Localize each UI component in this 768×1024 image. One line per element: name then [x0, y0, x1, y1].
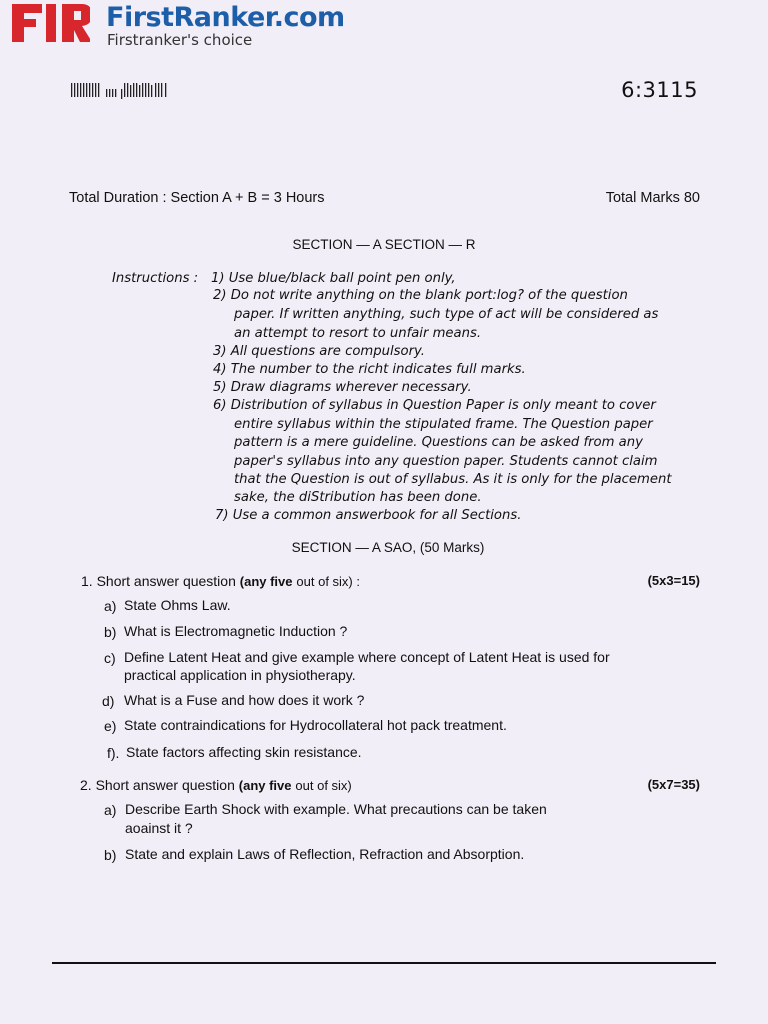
- q1-part-text-continued: practical application in physiotherapy.: [124, 667, 356, 683]
- question-2-choice: (any five: [238, 778, 292, 793]
- instruction-line: paper's syllabus into any question paper. Students cannot claim: [234, 454, 658, 469]
- fr-logo-mark-icon: [12, 2, 90, 44]
- question-2-marks: (5x7=35): [647, 777, 700, 792]
- q2-part-label: a): [104, 802, 117, 818]
- paper-code: 6:3115: [621, 78, 698, 102]
- question-2: [80, 777, 352, 793]
- q1-part-label: c): [104, 650, 116, 666]
- instruction-line: that the Question is out of syllabus. As it is only for the placement: [234, 472, 672, 487]
- q1-part-label: b): [104, 624, 117, 640]
- q2-part-text: State and explain Laws of Reflection, Refraction and Absorption.: [125, 846, 525, 862]
- q1-part-text: State factors affecting skin resistance.: [126, 744, 362, 760]
- question-1: [81, 573, 360, 589]
- q1-part-label: a): [104, 598, 117, 614]
- total-duration: Total Duration : Section A + B = 3 Hours: [69, 190, 325, 206]
- q2-part-label: b): [104, 847, 117, 863]
- q1-part-text: What is Electromagnetic Induction ?: [124, 623, 348, 639]
- q1-part-text: Define Latent Heat and give example where concept of Latent Heat is used for: [124, 649, 610, 665]
- barcode-icon: [71, 80, 169, 100]
- q1-part-label: e): [104, 718, 117, 734]
- question-1-choice: (any five: [239, 574, 293, 589]
- instruction-line: 5) Draw diagrams wherever necessary.: [213, 380, 472, 395]
- section-a-heading: SECTION — A SAO, (50 Marks): [291, 540, 485, 555]
- question-1-prefix: 1. Short answer question: [81, 573, 236, 589]
- instruction-line: pattern is a mere guideline. Questions can be asked from any: [234, 435, 643, 450]
- question-2-suffix: out of six): [295, 778, 352, 793]
- instruction-line: 3) All questions are compulsory.: [213, 344, 426, 359]
- q1-part-text: State Ohms Law.: [124, 597, 231, 613]
- q1-part-label: d): [102, 693, 115, 709]
- instruction-line: 1) Use blue/black ball point pen only,: [211, 271, 456, 286]
- instruction-line: 2) Do not write anything on the blank port:log? of the question: [213, 288, 628, 303]
- instruction-line: an attempt to resort to unfair means.: [234, 326, 482, 341]
- question-2-prefix: 2. Short answer question: [80, 777, 235, 793]
- brand-tagline: Firstranker's choice: [107, 31, 253, 49]
- bottom-divider: [52, 962, 716, 964]
- instruction-line: 7) Use a common answerbook for all Sections.: [215, 508, 522, 523]
- q1-part-label: f).: [107, 745, 120, 761]
- instruction-line: 6) Distribution of syllabus in Question Paper is only meant to cover: [213, 398, 656, 413]
- instruction-line: sake, the diStribution has been done.: [234, 490, 482, 505]
- instruction-line: paper. If written anything, such type of act will be considered as: [234, 307, 659, 322]
- question-1-suffix: out of six) :: [296, 574, 360, 589]
- q1-part-text: State contraindications for Hydrocollateral hot pack treatment.: [124, 717, 507, 733]
- instruction-line: entire syllabus within the stipulated frame. The Question paper: [234, 417, 653, 432]
- firstranker-logo: [12, 2, 345, 49]
- question-1-marks: (5x3=15): [647, 573, 700, 588]
- brand-name: FirstRanker.com: [106, 2, 345, 33]
- q2-part-text-continued: aoainst it ?: [125, 820, 193, 836]
- q1-part-text: What is a Fuse and how does it work ?: [124, 692, 365, 708]
- section-heading: SECTION — A SECTION — R: [292, 237, 476, 252]
- instructions-label: Instructions :: [112, 271, 199, 286]
- q2-part-text: Describe Earth Shock with example. What precautions can be taken: [125, 801, 547, 817]
- total-marks: Total Marks 80: [605, 190, 700, 206]
- instruction-line: 4) The number to the richt indicates full marks.: [213, 362, 526, 377]
